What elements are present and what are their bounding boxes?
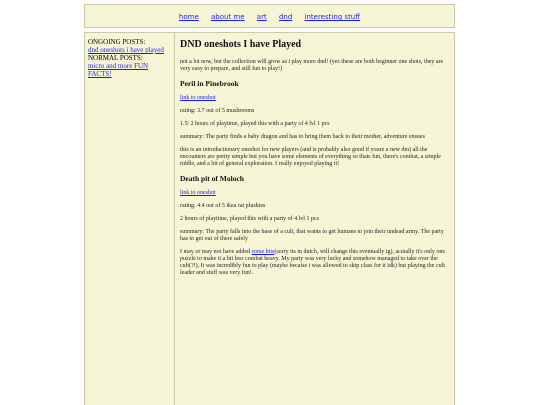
- post-summary: summary: The party falls into the base of a cult, that wants to get humans to join their undead army. The party has to get out of there safely: [180, 229, 444, 242]
- nav-about-me-link[interactable]: about me: [211, 13, 245, 21]
- ongoing-post-link[interactable]: dnd oneshots i have played: [88, 46, 164, 54]
- some-bits-link[interactable]: some bits: [251, 249, 275, 255]
- post-summary: summary: The party finds a baby dragon and has to bring them back to their mother, adventure ensues: [180, 134, 425, 140]
- notes-text: I may or may not have added: [180, 249, 252, 255]
- normal-post-link[interactable]: micro and more FUN FACTS!: [88, 62, 149, 78]
- nav-dnd-link[interactable]: dnd: [278, 13, 293, 21]
- oneshot-link[interactable]: link to oneshot: [180, 190, 216, 196]
- post-rating: rating: 3.7 out of 5 mushrooms: [180, 108, 255, 114]
- ongoing-posts-label: ONGOING POSTS:: [88, 38, 146, 46]
- post-playtime: 2 hours of playtime, played this with a party of 4 lvl 1 pcs: [180, 216, 319, 222]
- post-rating: rating: 4.4 out of 5 ikea rat plushies: [180, 203, 266, 209]
- post-title: Peril in Pinebrook: [180, 79, 239, 88]
- oneshot-link[interactable]: link to oneshot: [180, 95, 216, 101]
- post-notes: [180, 249, 449, 277]
- intro-text: not a lot now, but the collection will grow as i play more dnd! (yes these are both beginner one shots, they are very easy to prepare, and still fun to play!): [180, 59, 444, 72]
- post-notes: this is an introductionary oneshot for new players (and is probably also good if youre a new dm) all the encounters are pretty simple but you have some elements of everything so thats fun, there's combat, a simple riddle, and a bit of general exploration. I really enjoyed playing it!: [180, 147, 441, 167]
- post-title: Death pit of Moloch: [180, 174, 244, 183]
- nav-interesting-stuff-link[interactable]: interesting stuff: [304, 13, 361, 21]
- post-playtime: 1.5/ 2 hours of playtime, played this with a party of 4 lvl 1 pcs: [180, 121, 330, 127]
- page-title: DND oneshots I have Played: [180, 39, 302, 50]
- sidebar: [84, 32, 175, 405]
- top-navigation: [84, 4, 455, 28]
- main-content: [174, 32, 455, 405]
- nav-art-link[interactable]: art: [256, 13, 267, 21]
- nav-home-link[interactable]: home: [178, 13, 199, 21]
- normal-posts-label: NORMAL POSTS:: [88, 54, 143, 62]
- notes-text: (sorry its in dutch, will change this eventually ig), acutally it's only one puzzle to make it a bit less combat heavy. My party was very lucky and somehow managed to take over the cult(?!), It was incredibly fun to play (maybe becaise i was allowed to skip class for it idk) but playing the cult leader and stuff was very fun!.: [180, 249, 446, 276]
